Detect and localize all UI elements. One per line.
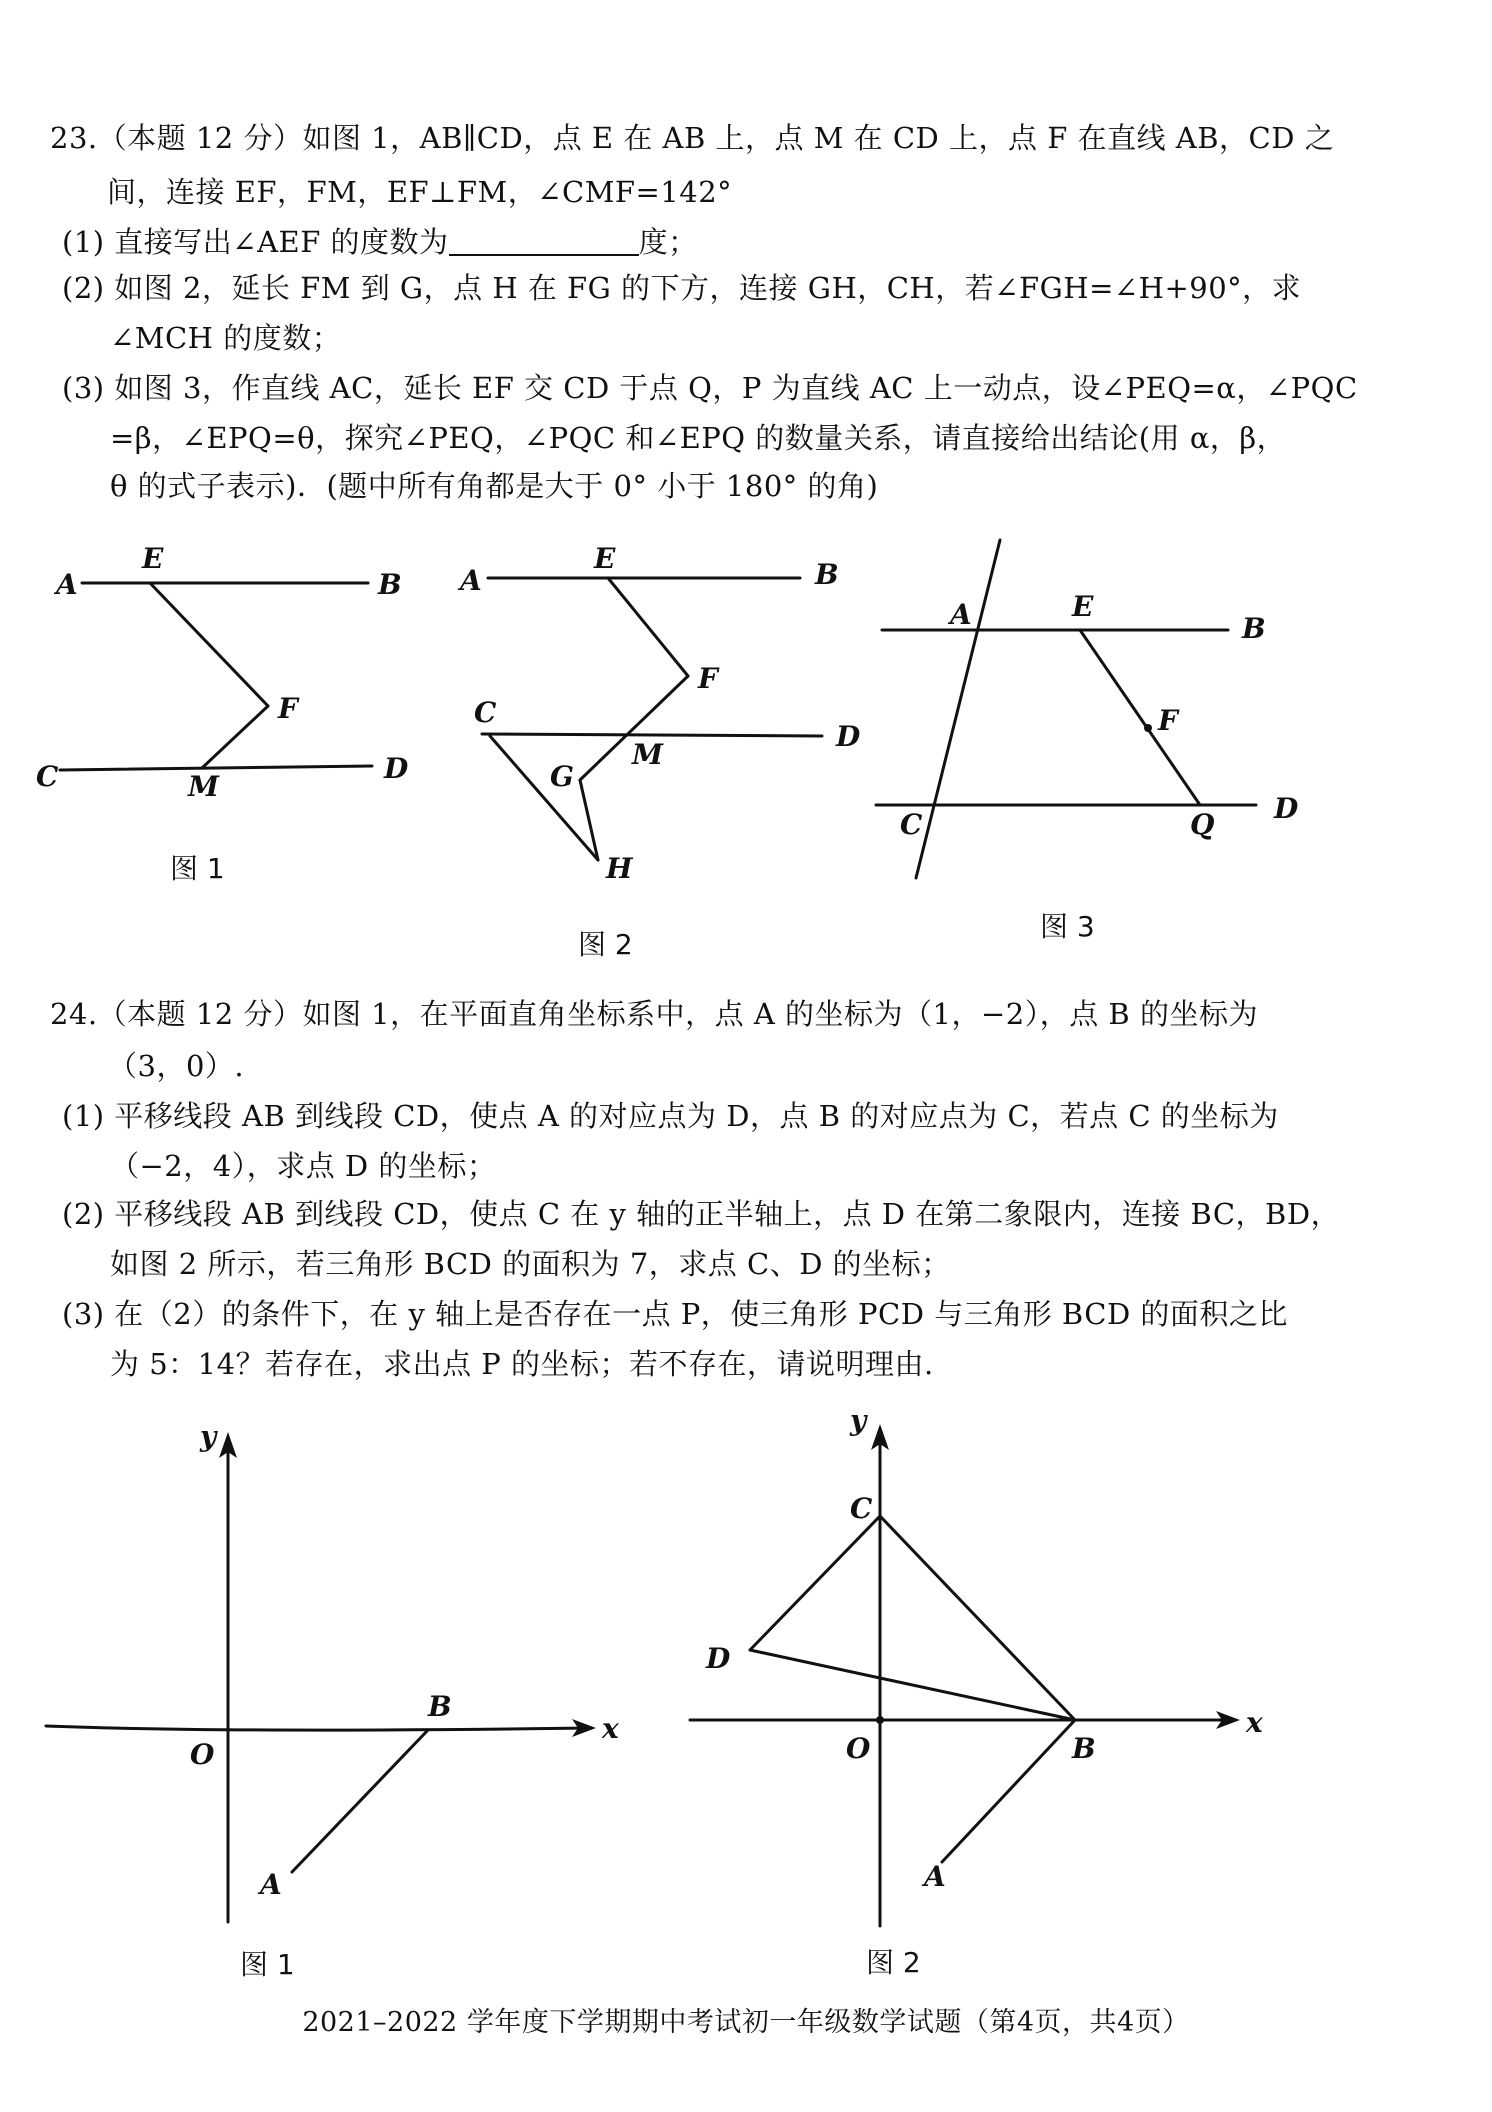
q23-part-2-cont: ∠MCH 的度数； [110, 321, 342, 355]
page-footer: 2021–2022 学年度下学期期中考试初一年级数学试题（第4页，共4页） [302, 2007, 1190, 2038]
x-axis [46, 1726, 590, 1730]
label-c: C [36, 760, 59, 793]
label-c: C [474, 696, 497, 729]
segment-ab [942, 1720, 1075, 1862]
segment-db [750, 1650, 1075, 1720]
label-y: y [200, 1420, 217, 1453]
origin-point [876, 1716, 884, 1724]
q24-part-1-cont: （−2，4），求点 D 的坐标； [110, 1149, 497, 1183]
q23-part-1-text: (1) 直接写出∠AEF 的度数为 [62, 225, 449, 259]
q24-line-2: （3，0）. [108, 1049, 245, 1083]
label-e: E [1072, 590, 1094, 623]
label-e: E [594, 542, 616, 575]
label-c: C [900, 808, 923, 841]
label-q: Q [1190, 808, 1215, 841]
label-b: B [1072, 1732, 1096, 1765]
label-b: B [1242, 612, 1266, 645]
q23-part-3: (3) 如图 3，作直线 AC，延长 EF 交 CD 于点 Q，P 为直线 AC 上一动点，设∠PEQ=α，∠PQC [62, 371, 1358, 405]
label-d: D [1274, 792, 1299, 825]
label-b: B [378, 568, 402, 601]
figure-3-caption: 图 3 [1040, 910, 1095, 943]
label-f: F [698, 662, 718, 695]
q24-line-1: 24.（本题 12 分）如图 1，在平面直角坐标系中，点 A 的坐标为（1，−2），点 B 的坐标为 [50, 997, 1258, 1031]
label-o: O [190, 1738, 215, 1771]
q24-part-2-cont: 如图 2 所示，若三角形 BCD 的面积为 7，求点 C、D 的坐标； [110, 1247, 951, 1281]
q24-part-3-cont: 为 5：14？若存在，求出点 P 的坐标；若不存在，请说明理由. [110, 1347, 934, 1381]
figure-1-caption: 图 1 [170, 852, 225, 885]
label-b: B [815, 558, 839, 591]
label-g: G [550, 760, 574, 793]
q24-figure-2 [690, 1404, 1263, 1979]
label-x: x [602, 1712, 619, 1745]
label-h: H [606, 852, 633, 885]
q23-line-2: 间，连接 EF，FM，EF⊥FM，∠CMF=142° [107, 175, 733, 209]
label-x: x [1246, 1706, 1263, 1739]
label-f: F [278, 692, 298, 725]
q23-part-3-cont-2: θ 的式子表示)．(题中所有角都是大于 0° 小于 180° 的角) [110, 469, 879, 503]
label-m: M [632, 738, 663, 771]
label-y: y [850, 1404, 867, 1437]
label-m: M [188, 770, 219, 803]
label-a: A [460, 564, 482, 597]
label-c: C [850, 1492, 873, 1525]
label-o: O [846, 1732, 871, 1765]
q24-part-1: (1) 平移线段 AB 到线段 CD，使点 A 的对应点为 D，点 B 的对应点为 C，若点 C 的坐标为 [62, 1099, 1279, 1133]
segment-cd [750, 1516, 880, 1650]
q23-line-1: 23.（本题 12 分）如图 1，AB∥CD，点 E 在 AB 上，点 M 在 CD 上，点 F 在直线 AB，CD 之 [50, 121, 1335, 155]
figure-2-caption: 图 2 [866, 1946, 921, 1979]
label-a: A [260, 1868, 282, 1901]
figure-1-caption: 图 1 [240, 1948, 295, 1981]
label-d: D [384, 752, 409, 785]
segment-ab [292, 1730, 428, 1872]
label-f: F [1158, 704, 1178, 737]
q23-part-2: (2) 如图 2，延长 FM 到 G，点 H 在 FG 的下方，连接 GH，CH，若∠FGH=∠H+90°，求 [62, 271, 1302, 305]
q23-part-1-unit: 度； [638, 225, 698, 259]
q24-part-2: (2) 平移线段 AB 到线段 CD，使点 C 在 y 轴的正半轴上，点 D 在第二象限内，连接 BC，BD， [62, 1197, 1341, 1231]
label-d: D [706, 1642, 731, 1675]
label-a: A [56, 568, 78, 601]
figure-2-caption: 图 2 [578, 928, 633, 961]
label-a: A [924, 1860, 946, 1893]
label-b: B [428, 1690, 452, 1723]
q24-part-3: (3) 在（2）的条件下，在 y 轴上是否存在一点 P，使三角形 PCD 与三角形 BCD 的面积之比 [62, 1297, 1288, 1331]
label-d: D [836, 720, 861, 753]
label-a: A [950, 598, 972, 631]
segment-cb [880, 1516, 1075, 1720]
q24-figure-1 [46, 1420, 619, 1981]
label-e: E [142, 542, 164, 575]
q23-part-3-cont-1: =β，∠EPQ=θ，探究∠PEQ，∠PQC 和∠EPQ 的数量关系，请直接给出结论(用 α，β， [110, 421, 1287, 455]
